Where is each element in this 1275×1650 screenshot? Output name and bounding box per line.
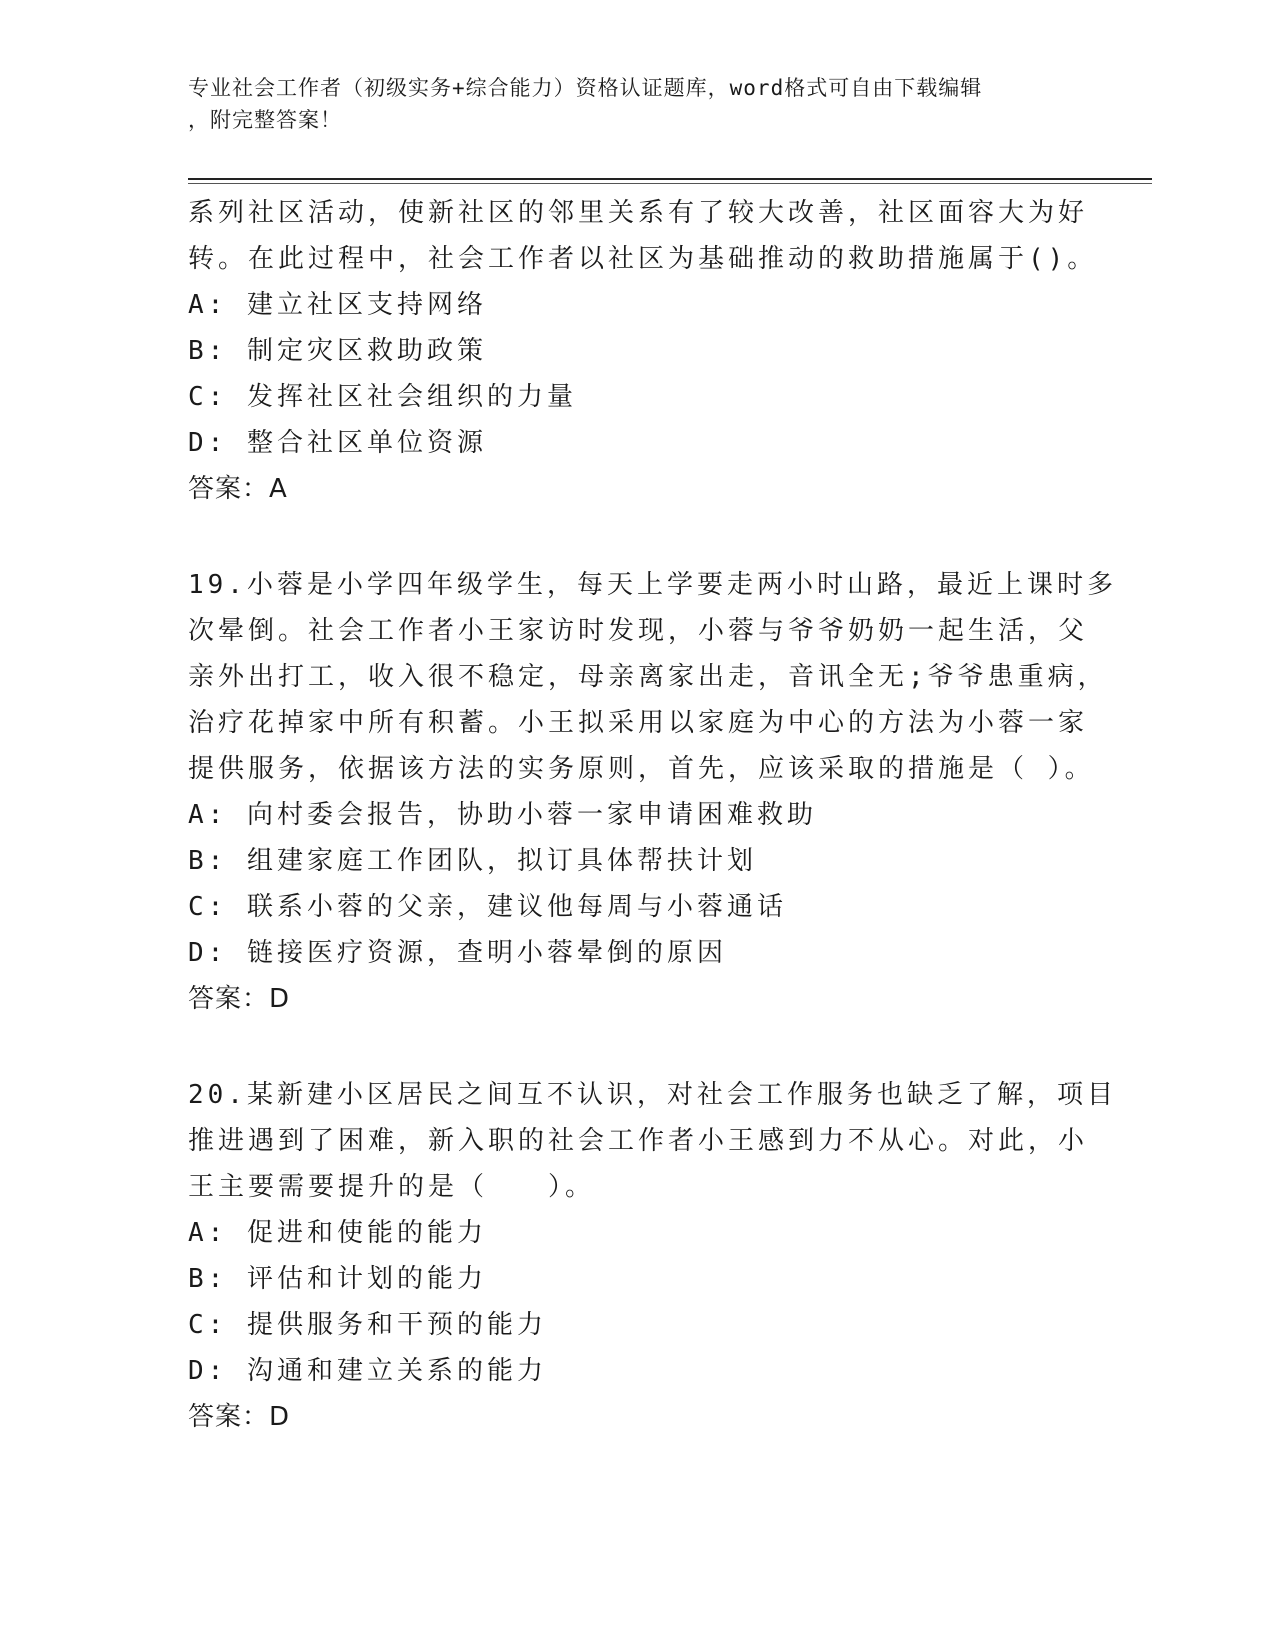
option-b: B: 评估和计划的能力: [188, 1264, 487, 1294]
question-19: [188, 562, 1118, 1022]
option-a: A: 建立社区支持网络: [188, 290, 487, 320]
document-header: [188, 72, 1088, 136]
question-spacer: [188, 512, 1118, 562]
option-c: C: 联系小蓉的父亲，建议他每周与小蓉通话: [188, 892, 787, 922]
option-d: D: 整合社区单位资源: [188, 428, 487, 458]
option-c: C: 发挥社区社会组织的力量: [188, 382, 577, 412]
question-stem-line: 王主要需要提升的是（ ）。: [188, 1172, 596, 1202]
answer-line: 答案：A: [188, 474, 288, 504]
header-divider-thick: [188, 178, 1152, 180]
answer-line: 答案：D: [188, 984, 291, 1014]
question-20: [188, 1072, 1118, 1440]
header-title-line-2: ，附完整答案！: [188, 108, 342, 132]
question-list: [188, 190, 1118, 1440]
question-stem-line: 提供服务，依据该方法的实务原则，首先，应该采取的措施是（ ）。: [188, 754, 1095, 784]
question-stem-line: 19.小蓉是小学四年级学生，每天上学要走两小时山路，最近上课时多: [188, 570, 1117, 600]
question-stem-line: 次晕倒。社会工作者小王家访时发现，小蓉与爷爷奶奶一起生活，父: [188, 616, 1089, 646]
option-b: B: 组建家庭工作团队，拟订具体帮扶计划: [188, 846, 757, 876]
header-divider-thin: [188, 183, 1152, 184]
question-stem-line: 亲外出打工，收入很不稳定，母亲离家出走，音讯全无;爷爷患重病，: [188, 662, 1108, 692]
question-stem-line: 20.某新建小区居民之间互不认识，对社会工作服务也缺乏了解，项目: [188, 1080, 1117, 1110]
question-stem-line: 转。在此过程中，社会工作者以社区为基础推动的救助措施属于()。: [188, 244, 1098, 274]
question-stem-line: 系列社区活动，使新社区的邻里关系有了较大改善，社区面容大为好: [188, 198, 1089, 228]
answer-line: 答案：D: [188, 1402, 291, 1432]
question-18: [188, 190, 1118, 512]
option-d: D: 沟通和建立关系的能力: [188, 1356, 547, 1386]
option-c: C: 提供服务和干预的能力: [188, 1310, 547, 1340]
option-b: B: 制定灾区救助政策: [188, 336, 487, 366]
option-d: D: 链接医疗资源，查明小蓉晕倒的原因: [188, 938, 727, 968]
option-a: A: 向村委会报告，协助小蓉一家申请困难救助: [188, 800, 817, 830]
option-a: A: 促进和使能的能力: [188, 1218, 487, 1248]
header-title-line-1: 专业社会工作者（初级实务+综合能力）资格认证题库，word格式可自由下载编辑: [188, 76, 983, 100]
question-stem-line: 治疗花掉家中所有积蓄。小王拟采用以家庭为中心的方法为小蓉一家: [188, 708, 1089, 738]
question-stem-line: 推进遇到了困难，新入职的社会工作者小王感到力不从心。对此，小: [188, 1126, 1089, 1156]
question-spacer: [188, 1022, 1118, 1072]
